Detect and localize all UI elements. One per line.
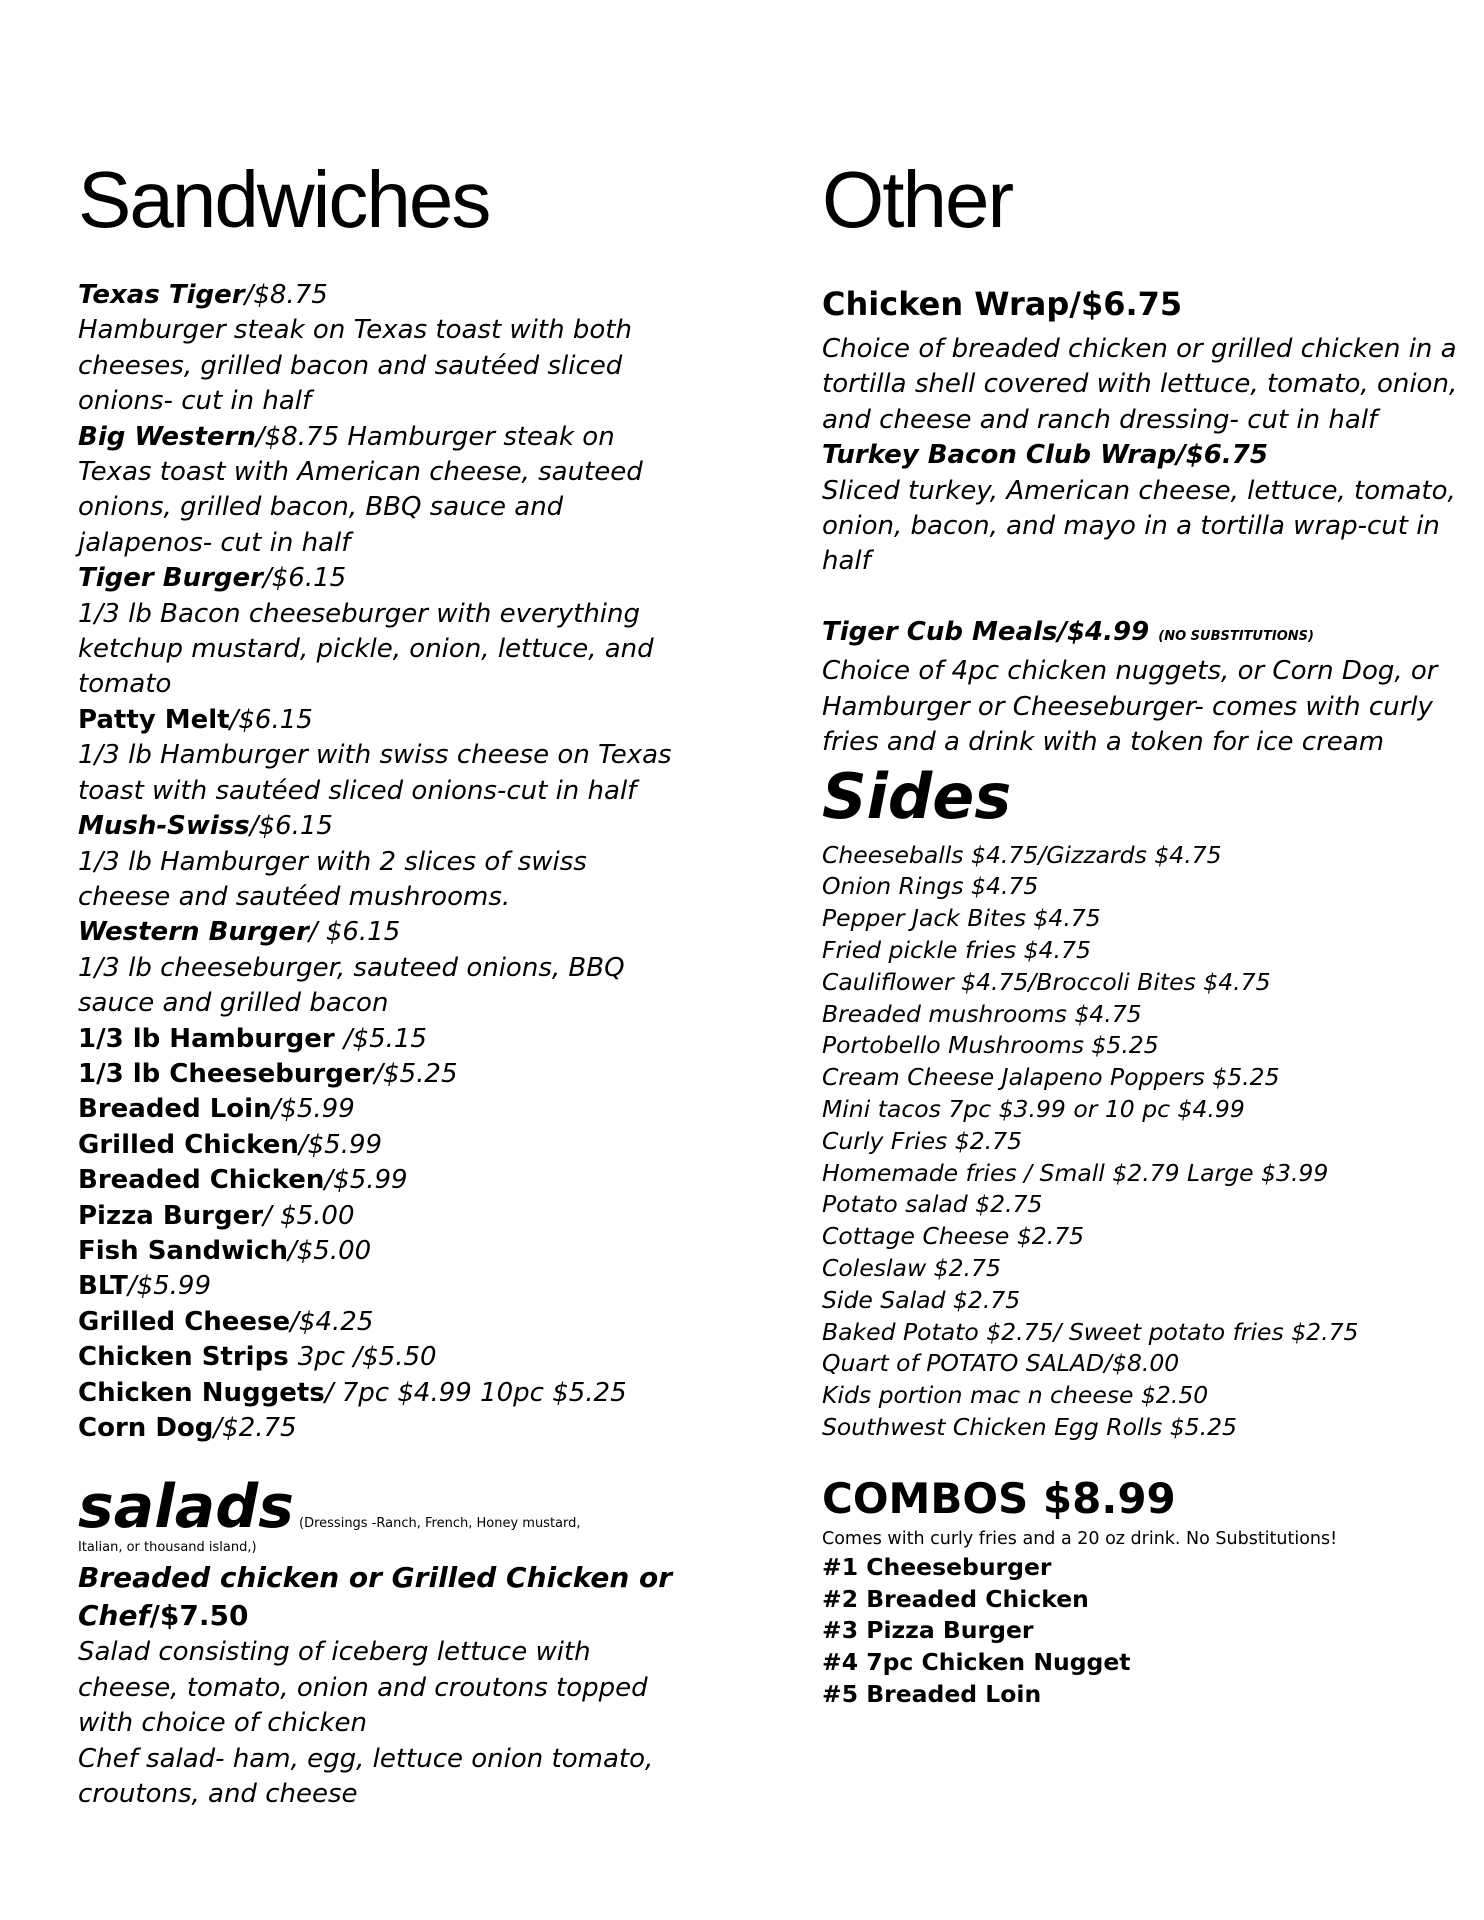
menu-item-cheeseburger	[78, 1057, 678, 1092]
side-item: Coleslaw $2.75	[822, 1253, 1001, 1282]
menu-item-chicken-nuggets	[78, 1376, 678, 1411]
item-price: /$8.75 Hamburger steak on Texas toast with American cheese, sauteed onions, grilled bacon, BBQ sauce and jalapenos- cut in half	[78, 421, 643, 558]
menu-item-patty-melt	[78, 703, 678, 809]
side-item: Southwest Chicken Egg Rolls $5.25	[822, 1412, 1237, 1441]
menu-item-western-burger	[78, 915, 678, 1021]
item-price: /$5.00	[287, 1235, 372, 1266]
side-item: Cream Cheese Jalapeno Poppers $5.25	[822, 1063, 1280, 1092]
item-name: Breaded Loin	[78, 1094, 272, 1125]
turkey-wrap-title: Turkey Bacon Club Wrap/$6.75	[822, 440, 1268, 471]
item-name: Texas Tiger	[78, 280, 245, 310]
item-price: /$6.15	[229, 704, 313, 735]
item-name: Mush-Swiss	[78, 811, 250, 842]
menu-item-tiger-burger	[78, 561, 678, 703]
item-name: Chicken Nuggets	[78, 1377, 325, 1408]
menu-item-grilled-cheese	[78, 1305, 678, 1340]
item-price: /$8.75	[244, 280, 328, 310]
dressings-note: (Dressings -Ranch, French, Honey mustard,	[299, 1516, 581, 1532]
item-price: / 7pc $4.99 10pc $5.25	[324, 1377, 627, 1408]
item-name: Grilled Cheese	[78, 1306, 291, 1337]
item-description: 1/3 lb Hamburger with 2 slices of swiss cheese and sautéed mushrooms.	[78, 846, 587, 912]
combo-item: #1 Cheeseburger	[822, 1552, 1052, 1581]
item-description: 1/3 lb cheeseburger, sauteed onions, BBQ sauce and grilled bacon	[78, 952, 625, 1019]
side-item: Homemade fries / Small $2.79 Large $3.99	[822, 1158, 1329, 1187]
other-column	[822, 155, 1462, 1711]
item-name: Tiger Burger	[78, 563, 263, 594]
chef-salad-description: Chef salad- ham, egg, lettuce onion tomato, croutons, and cheese	[78, 1743, 654, 1810]
item-name: Fish Sandwich	[78, 1235, 288, 1266]
menu-item-texas-tiger	[78, 278, 678, 420]
item-name: BLT	[78, 1271, 128, 1302]
side-item: Side Salad $2.75	[822, 1285, 1021, 1314]
item-price: /$5.99	[271, 1094, 355, 1125]
item-price: /$7.50	[149, 1599, 249, 1633]
menu-item-chicken-strips	[78, 1340, 678, 1375]
item-name: Breaded chicken or Grilled Chicken or Chef	[78, 1561, 673, 1633]
side-item: Baked Potato $2.75/ Sweet potato fries $2.75	[822, 1317, 1359, 1346]
item-price: /$6.15	[249, 811, 333, 842]
item-name: Corn Dog	[78, 1413, 214, 1443]
item-price: / $5.00	[263, 1200, 355, 1231]
salad-description: Salad consisting of iceberg lettuce with cheese, tomato, onion and croutons topped with choice of chicken	[78, 1637, 648, 1739]
combo-item: #2 Breaded Chicken	[822, 1584, 1089, 1613]
menu-item-big-western	[78, 420, 678, 562]
combos-title: COMBOS $8.99	[822, 1473, 1176, 1523]
combos-note: Comes with curly fries and a 20 oz drink. No Substitutions!	[822, 1528, 1338, 1549]
other-title: Other	[822, 155, 1013, 244]
item-name: Breaded Chicken	[78, 1165, 325, 1196]
tiger-cub-description: Choice of 4pc chicken nuggets, or Corn Dog, or Hamburger or Cheeseburger- comes with curly fries and a drink with a token for ice cream	[822, 656, 1438, 758]
item-name: Patty Melt	[78, 704, 230, 735]
item-price: /$5.99	[298, 1129, 383, 1160]
side-item: Pepper Jack Bites $4.75	[822, 904, 1101, 933]
item-name: 1/3 lb Cheeseburger	[78, 1058, 375, 1089]
side-item: Quart of POTATO SALAD/$8.00	[822, 1349, 1180, 1378]
tiger-cub-title: Tiger Cub Meals/$4.99	[822, 616, 1150, 647]
item-description: Hamburger steak on Texas toast with both cheeses, grilled bacon and sautéed sliced onions- cut in half	[78, 315, 632, 417]
salads-header	[78, 1472, 678, 1542]
item-name: Chicken Strips	[78, 1342, 298, 1373]
item-name: 1/3 lb Hamburger	[78, 1023, 344, 1054]
salads-title: salads	[78, 1472, 294, 1543]
side-item: Cauliflower $4.75/Broccoli Bites $4.75	[822, 967, 1271, 996]
side-item: Mini tacos 7pc $3.99 or 10 pc $4.99	[822, 1094, 1245, 1123]
side-item: Curly Fries $2.75	[822, 1126, 1023, 1155]
item-description: 1/3 lb Hamburger with swiss cheese on Texas toast with sautéed sliced onions-cut in half	[78, 740, 672, 806]
no-substitutions-note: (NO SUBSTITUTIONS)	[1158, 628, 1314, 644]
side-item: Portobello Mushrooms $5.25	[822, 1031, 1159, 1060]
turkey-wrap-description: Sliced turkey, American cheese, lettuce, tomato, onion, bacon, and mayo in a tortilla wrap-cut in half	[822, 475, 1456, 577]
menu-item-mush-swiss	[78, 809, 678, 915]
sides-list	[822, 840, 1462, 1444]
menu-item-corn-dog	[78, 1411, 678, 1446]
item-price: /$5.99	[127, 1271, 212, 1302]
item-price: /$5.25	[374, 1058, 458, 1089]
item-price: /$5.99	[324, 1165, 408, 1196]
item-name: Big Western	[78, 421, 256, 452]
menu-item-breaded-loin	[78, 1092, 678, 1127]
item-name: Western Burger	[78, 917, 309, 948]
item-price: / $6.15	[308, 917, 401, 948]
menu-item-breaded-chicken	[78, 1163, 678, 1198]
item-price: /$4.25	[290, 1306, 374, 1337]
salad-item	[78, 1559, 678, 1635]
item-name: Pizza Burger	[78, 1200, 264, 1231]
tiger-cub-title-row	[822, 615, 1462, 654]
combos-list	[822, 1552, 1462, 1711]
combo-item: #3 Pizza Burger	[822, 1616, 1034, 1645]
combo-item: #5 Breaded Loin	[822, 1680, 1042, 1709]
dressings-note-continued: Italian, or thousand island,)	[78, 1540, 257, 1556]
menu-item-grilled-chicken	[78, 1128, 678, 1163]
item-name: Grilled Chicken	[78, 1129, 299, 1160]
item-price: 3pc /$5.50	[297, 1342, 437, 1373]
side-item: Potato salad $2.75	[822, 1190, 1043, 1219]
sides-title: Sides	[822, 760, 1012, 834]
item-description: 1/3 lb Bacon cheeseburger with everything ketchup mustard, pickle, onion, lettuce, and tomato	[78, 598, 654, 700]
side-item: Cheeseballs $4.75/Gizzards $4.75	[822, 840, 1222, 869]
side-item: Fried pickle fries $4.75	[822, 935, 1091, 964]
menu-item-hamburger	[78, 1022, 678, 1057]
menu-item-pizza-burger	[78, 1199, 678, 1234]
item-price: /$2.75	[213, 1413, 297, 1443]
chicken-wrap-title: Chicken Wrap/$6.75	[822, 285, 1183, 323]
combo-item: #4 7pc Chicken Nugget	[822, 1648, 1131, 1677]
sandwiches-column	[78, 155, 678, 1812]
side-item: Breaded mushrooms $4.75	[822, 999, 1142, 1028]
sandwiches-title: Sandwiches	[78, 155, 490, 244]
side-item: Kids portion mac n cheese $2.50	[822, 1381, 1209, 1410]
side-item: Cottage Cheese $2.75	[822, 1222, 1085, 1251]
side-item: Onion Rings $4.75	[822, 872, 1039, 901]
menu-item-blt	[78, 1269, 678, 1304]
menu-item-fish-sandwich	[78, 1234, 678, 1269]
chicken-wrap-description: Choice of breaded chicken or grilled chicken in a tortilla shell covered with lettuce, tomato, onion, and cheese and ranch dressing- cut in half	[822, 334, 1458, 435]
item-price: /$6.15	[262, 563, 347, 594]
item-price: /$5.15	[343, 1023, 427, 1054]
